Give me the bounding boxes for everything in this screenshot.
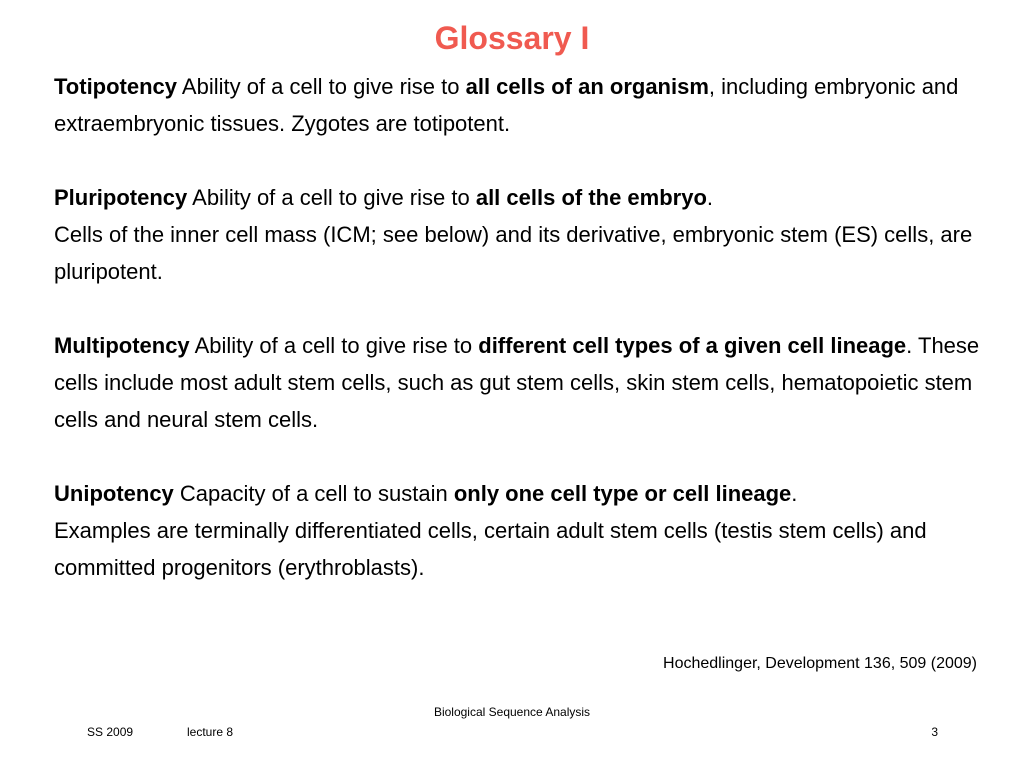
definition-text: Examples are terminally differentiated cells, certain adult stem cells (testis stem cells) and committed progenitors (erythroblasts).	[54, 518, 927, 580]
footer-lecture: lecture 8	[187, 725, 234, 739]
citation-reference: Hochedlinger, Development 136, 509 (2009)	[663, 655, 977, 672]
footer-semester: SS 2009	[87, 725, 134, 739]
definition-text: Ability of a cell to give rise to	[189, 333, 479, 358]
definition-text: Ability of a cell to give rise to	[177, 74, 466, 99]
footer-course-title: Biological Sequence Analysis	[433, 705, 591, 719]
definition-emphasis: all cells of an organism	[465, 74, 709, 99]
term-unipotency: Unipotency	[54, 481, 174, 506]
definition-text: Ability of a cell to give rise to	[187, 185, 476, 210]
definition-emphasis: only one cell type or cell lineage	[453, 481, 792, 506]
definition-text: .	[791, 481, 798, 506]
footer-page-number: 3	[931, 725, 938, 739]
glossary-entry-totipotency	[54, 68, 984, 142]
definition-text: , including embryonic and extraembryonic tissues. Zygotes are totipotent.	[54, 74, 959, 136]
glossary-entry-multipotency	[54, 327, 984, 438]
term-totipotency: Totipotency	[54, 74, 178, 99]
definition-emphasis: all cells of the embryo	[475, 185, 707, 210]
term-pluripotency: Pluripotency	[54, 185, 188, 210]
slide-title: Glossary I	[434, 20, 590, 56]
definition-text: . These cells include most adult stem cells, such as gut stem cells, skin stem cells, hematopoietic stem cells and neural stem cells.	[54, 333, 980, 432]
definition-emphasis: different cell types of a given cell lineage	[478, 333, 907, 358]
definition-text: Capacity of a cell to sustain	[173, 481, 454, 506]
term-multipotency: Multipotency	[54, 333, 190, 358]
glossary-entry-unipotency	[54, 475, 984, 586]
definition-text: .	[706, 185, 714, 210]
glossary-entry-pluripotency	[54, 179, 984, 290]
definition-text: Cells of the inner cell mass (ICM; see below) and its derivative, embryonic stem (ES) cells, are pluripotent.	[54, 222, 973, 284]
glossary-content	[54, 68, 984, 586]
